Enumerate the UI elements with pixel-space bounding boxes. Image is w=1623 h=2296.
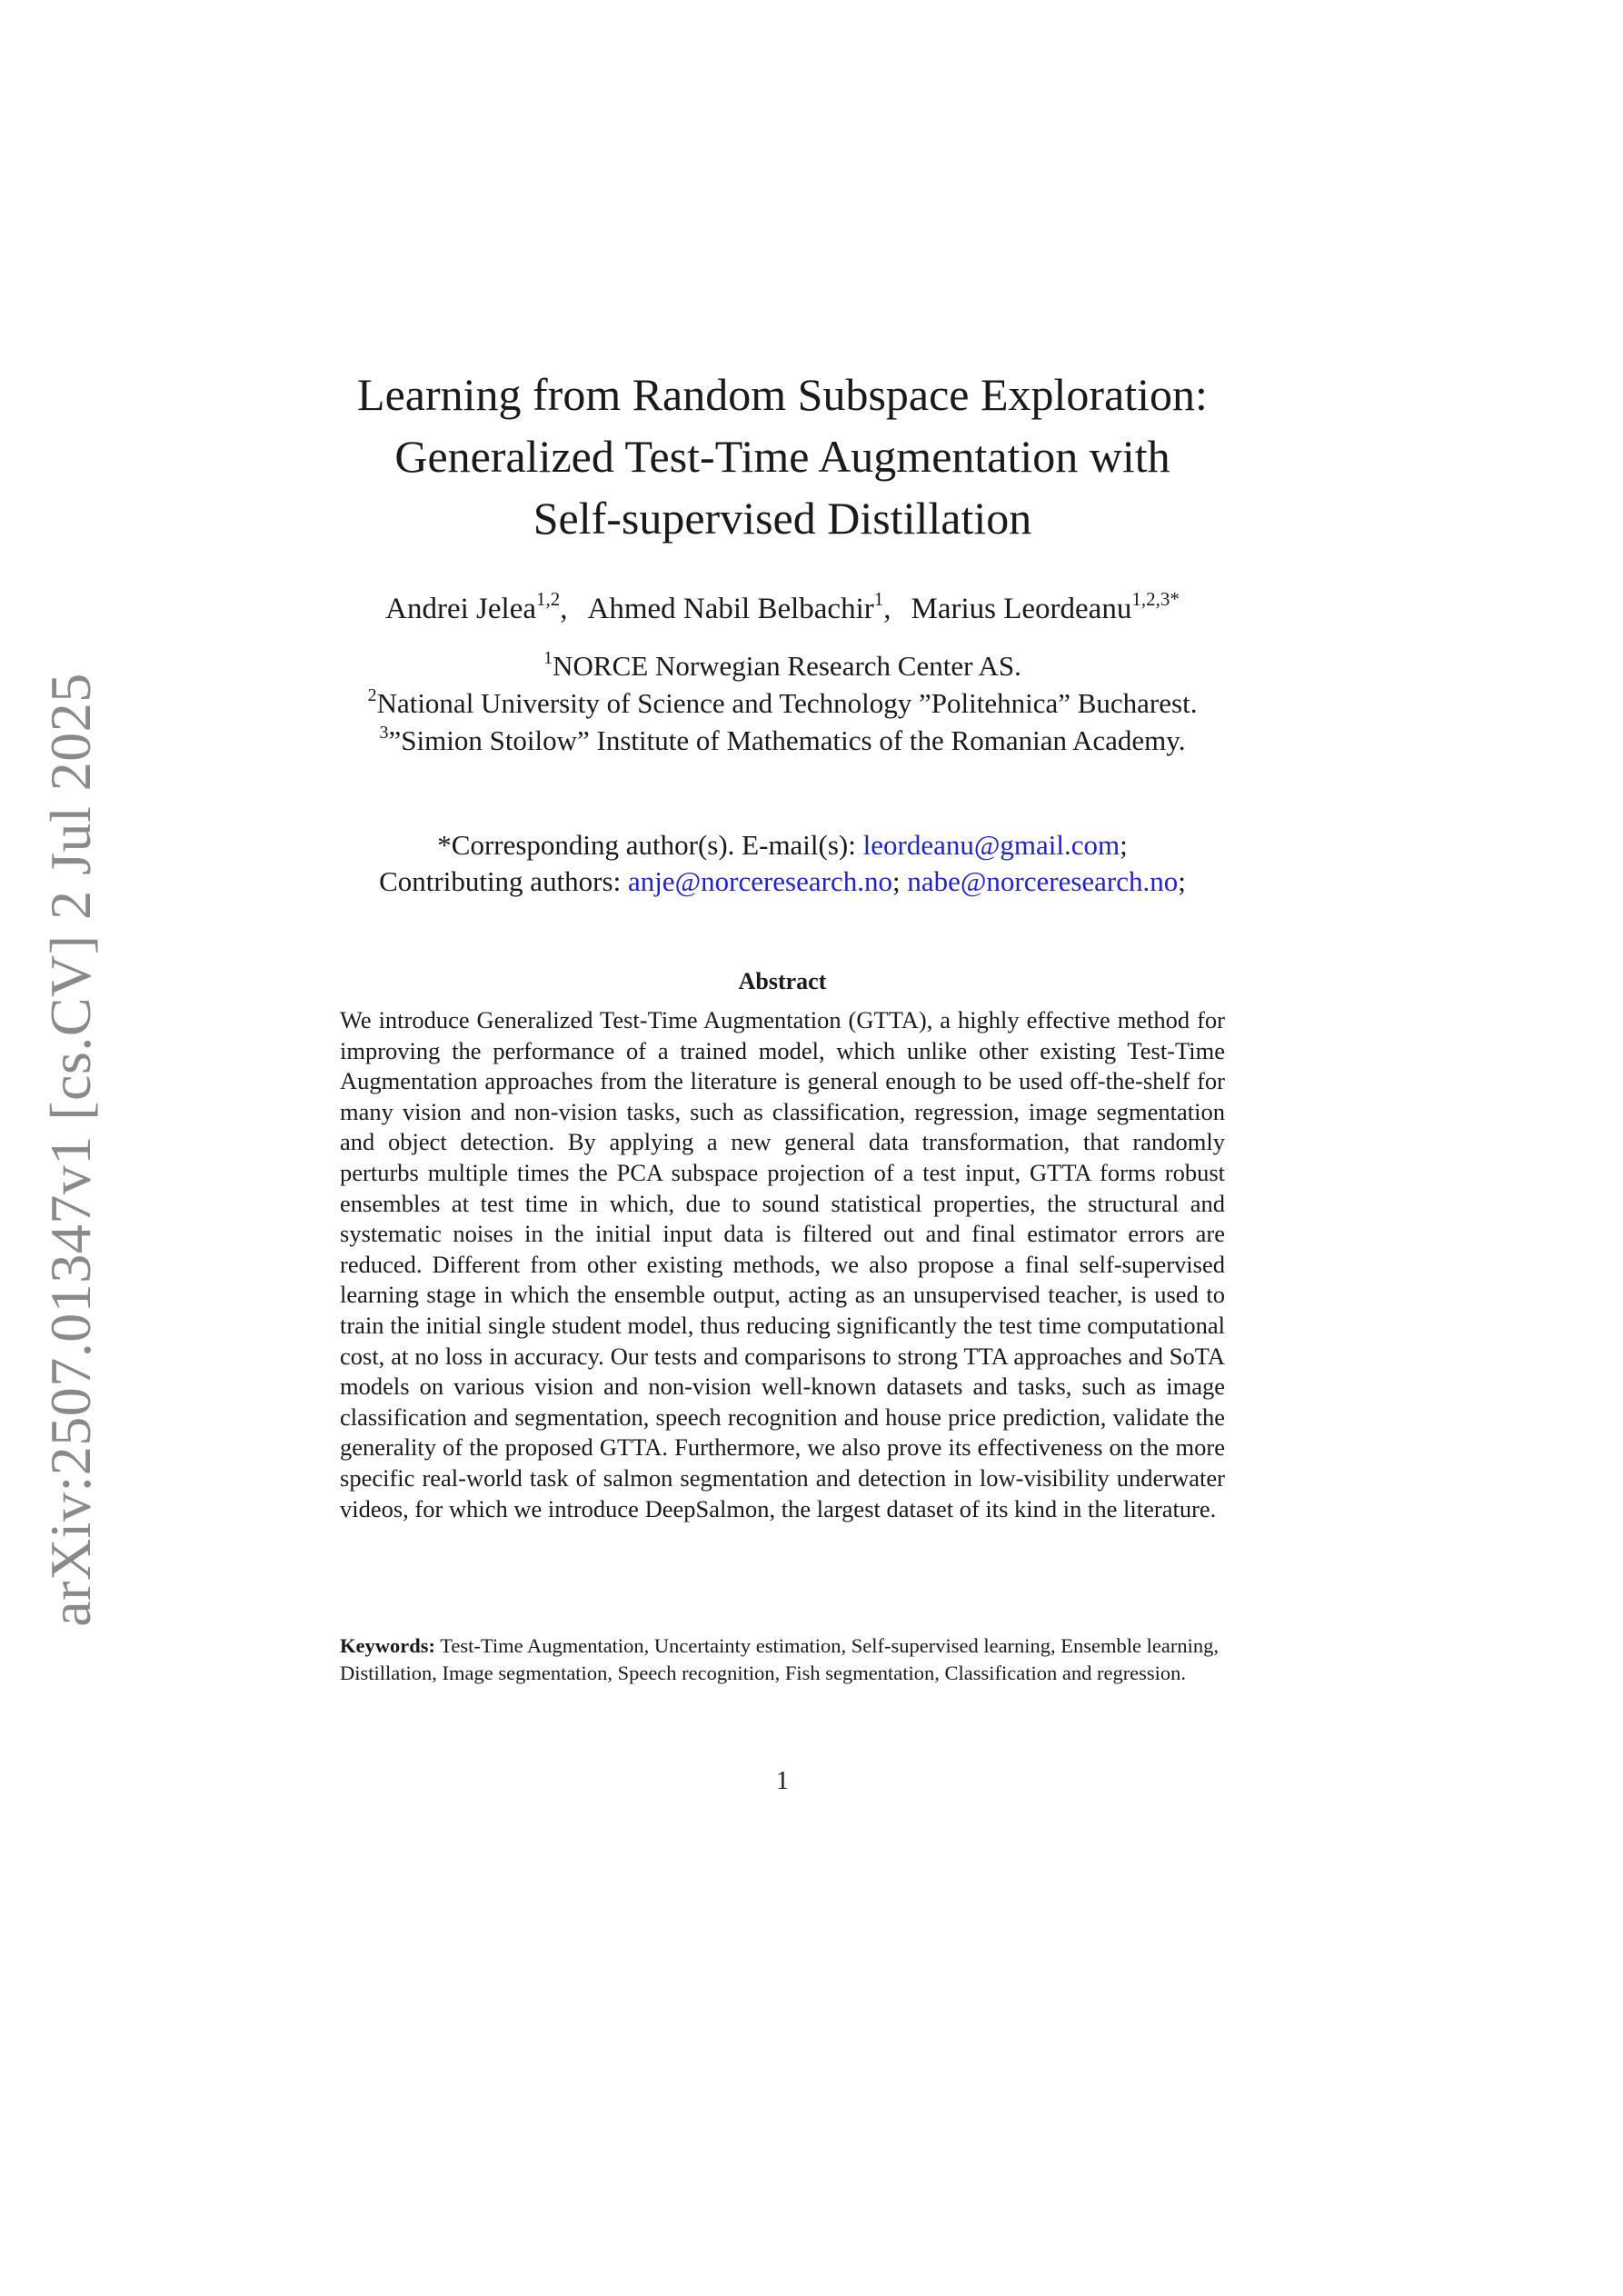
author-separator: , bbox=[560, 593, 568, 625]
corresponding-label: *Corresponding author(s). E-mail(s): bbox=[437, 829, 863, 861]
author-affiliation-marker: 1,2 bbox=[536, 588, 561, 610]
affiliation-text: NORCE Norwegian Research Center AS. bbox=[553, 650, 1021, 682]
keywords-block bbox=[340, 1632, 1225, 1687]
punctuation: ; bbox=[1120, 829, 1128, 861]
affiliation-item bbox=[266, 647, 1299, 684]
contributing-email-link-1[interactable]: anje@norceresearch.no bbox=[627, 865, 892, 897]
author-affiliation-marker: 1 bbox=[873, 588, 884, 610]
abstract-heading: Abstract bbox=[738, 968, 827, 994]
affiliation-text: National University of Science and Technology ”Politehnica” Bucharest. bbox=[376, 687, 1198, 719]
paper-title bbox=[266, 364, 1299, 549]
title-line-2: Generalized Test-Time Augmentation with bbox=[394, 431, 1170, 482]
abstract-text: We introduce Generalized Test-Time Augmentation (GTTA), a highly effective method for improving the performance of a trained model, which unlike other existing Test-Time Augmentation approaches from the literature is general enough to be used off-the-shelf for many vision and non-vision tasks, such as classification, regression, image segmentation and object detection. By applying a new general data transformation, that randomly perturbs multiple times the PCA subspace projection of a test input, GTTA forms robust ensembles at test time in which, due to sound statistical properties, the structural and systematic noises in the initial input data is filtered out and final estimator errors are reduced. Different from other existing methods, we also propose a final self-supervised learning stage in which the ensemble output, acting as an unsupervised teacher, is used to train the initial single student model, thus reducing significantly the test time computational cost, at no loss in accuracy. Our tests and comparisons to strong TTA approaches and SoTA models on various vision and non-vision well-known datasets and tasks, such as image classification and segmentation, speech recognition and house price prediction, validate the generality of the proposed GTTA. Furthermore, we also prove its effectiveness on the more specific real-world task of salmon segmentation and detection in low-visibility underwater videos, for which we introduce DeepSalmon, the largest dataset of its kind in the literature. bbox=[340, 1006, 1225, 1522]
contributing-email-link-2[interactable]: nabe@norceresearch.no bbox=[907, 865, 1179, 897]
affiliation-marker: 2 bbox=[367, 685, 377, 705]
page-number: 1 bbox=[776, 1767, 789, 1795]
contributing-authors-line bbox=[266, 863, 1299, 900]
affiliation-list bbox=[266, 647, 1299, 759]
author-affiliation-marker: 1,2,3* bbox=[1131, 588, 1180, 610]
arxiv-side-stamp: arXiv:2507.01347v1 [cs.CV] 2 Jul 2025 bbox=[38, 673, 103, 1627]
corresponding-email-link[interactable]: leordeanu@gmail.com bbox=[862, 829, 1120, 861]
corresponding-author-line bbox=[266, 827, 1299, 863]
affiliation-item bbox=[266, 684, 1299, 722]
author-list bbox=[266, 589, 1299, 629]
author-name: Ahmed Nabil Belbachir bbox=[587, 593, 874, 625]
affiliation-text: ”Simion Stoilow” Institute of Mathematics of the Romanian Academy. bbox=[388, 724, 1186, 756]
affiliation-marker: 1 bbox=[543, 648, 553, 668]
keywords-text: Test-Time Augmentation, Uncertainty estimation, Self-supervised learning, Ensemble learning, Distillation, Image segmentation, Speech recognition, Fish segmentation, Classification and regression. bbox=[340, 1634, 1219, 1684]
punctuation: ; bbox=[1178, 865, 1186, 897]
affiliation-marker: 3 bbox=[379, 723, 389, 743]
title-line-3: Self-supervised Distillation bbox=[533, 493, 1032, 544]
punctuation: ; bbox=[891, 865, 908, 897]
author-name: Andrei Jelea bbox=[385, 593, 536, 625]
contributing-label: Contributing authors: bbox=[379, 865, 628, 897]
correspondence-block bbox=[266, 827, 1299, 900]
keywords-label: Keywords: bbox=[340, 1634, 435, 1657]
title-line-1: Learning from Random Subspace Exploration: bbox=[357, 369, 1208, 420]
author-separator: , bbox=[883, 593, 891, 625]
author-name: Marius Leordeanu bbox=[911, 593, 1132, 625]
affiliation-item bbox=[266, 722, 1299, 759]
